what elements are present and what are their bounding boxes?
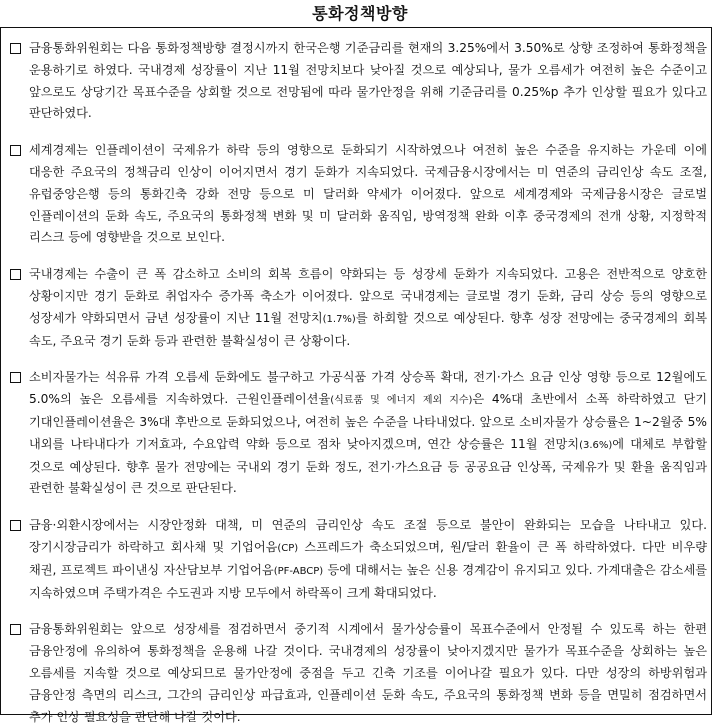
paragraph-note: (PF-ABCP): [273, 565, 324, 577]
paragraph-text: 스프레드가 축소되었으며, 원/달러 환율이 큰 폭 하락하였다. 다만 비우량 채권, 프로젝트 파이낸싱 자산담보부 기업어음: [29, 539, 707, 577]
paragraph-text: 등에 대해서는 높은 신용 경계감이 유지되고 있다. 가계대출은 감소세를 지속하였으며 주택가격은 수도권과 지방 모두에서 하락폭이 크게 확대되었다.: [29, 562, 707, 600]
paragraph-policy-decision: [7, 38, 707, 125]
checkbox-bullet: [10, 269, 21, 280]
paragraph-financial-markets: [7, 515, 707, 604]
paragraph-text: 금융통화위원회는 다음 통화정책방향 결정시까지 한국은행 기준금리를 현재의 3.25%에서 3.50%로 상향 조정하여 통화정책을 운용하기로 하였다. 국내경제 성장률이 지난 11월 전망치보다 낮아질 것으로 예상되나, 물가 오름세가 여전히 높은 수준이고 앞으로도 상당기간 목표수준을 상회할 것으로 전망됨에 따라 물가안정을 위해 기준금리를 0.25%p 추가 인상할 필요가 있다고 판단하였다.: [29, 41, 707, 121]
paragraph-policy-outlook: [7, 619, 707, 728]
paragraph-text: 소비자물가는 석유류 가격 오름세 둔화에도 불구하고 가공식품 가격 상승폭 확대, 전기·가스 요금 인상 영향 등으로 12월에도 5.0%의 높은 오름세를 지속하였다. 근원인플레이션율: [29, 370, 707, 407]
checkbox-bullet: [10, 520, 21, 531]
paragraph-domestic-economy: [7, 264, 707, 352]
paragraph-note: (식료품 및 에너지 제외 지수): [330, 395, 473, 407]
paragraph-text: 세계경제는 인플레이션이 국제유가 하락 등의 영향으로 둔화되기 시작하였으나 여전히 높은 수준을 유지하는 가운데 이에 대응한 주요국의 정책금리 인상이 이어지면서 경기 둔화가 지속되었다. 국제금융시장에서는 미 연준의 금리인상 속도 조절, 유럽중앙은행 등의 통화긴축 강화 전망 등으로 미 달러화 약세가 이어졌다. 앞으로 세계경제와 국제금융시장은 글로벌 인플레이션의 둔화 속도, 주요국의 통화정책 변화 및 미 달러화 움직임, 방역정책 완화 이후 중국경제의 전개 상황, 지정학적 리스크 등에 영향받을 것으로 보인다.: [29, 143, 707, 245]
paragraph-text: 에 대체로 부합할 것으로 예상된다. 향후 물가 전망에는 국내외 경기 둔화 정도, 전기·가스요금 등 공공요금 인상폭, 국제유가 및 환율 움직임과 관련한 불확실성이 큰 것으로 판단된다.: [29, 436, 707, 496]
checkbox-bullet: [10, 624, 21, 635]
paragraph-text: 를 하회할 것으로 예상된다. 향후 성장 전망에는 중국경제의 회복 속도, 주요국 경기 둔화 등과 관련한 불확실성이 큰 상황이다.: [29, 310, 707, 348]
paragraph-text: 국내경제는 수출이 큰 폭 감소하고 소비의 회복 흐름이 약화되는 등 성장세 둔화가 지속되었다. 고용은 전반적으로 양호한 상황이지만 경기 둔화로 취업자수 증가폭 축소가 이어졌다. 앞으로 국내경제는 글로벌 경기 둔화, 금리 상승 등의 영향으로 성장세가 약화되면서 금년 성장률이 지난 11월 전망치: [29, 267, 707, 325]
paragraph-global-economy: [7, 140, 707, 249]
paragraph-note: (3.6%): [579, 439, 613, 451]
paragraph-consumer-prices: [7, 367, 707, 500]
checkbox-bullet: [10, 372, 21, 383]
paragraph-text: 금융통화위원회는 앞으로 성장세를 점검하면서 중기적 시계에서 물가상승률이 목표수준에서 안정될 수 있도록 하는 한편 금융안정에 유의하여 통화정책을 운용해 나갈 것이다. 국내경제의 성장률이 낮아지겠지만 물가가 목표수준을 상회하는 높은 오름세를 지속할 것으로 예상되므로 물가안정에 중점을 두고 긴축 기조를 이어나갈 필요가 있다. 다만 성장의 하방위험과 금융안정 측면의 리스크, 그간의 금리인상 파급효과, 인플레이션 둔화 속도, 주요국의 통화정책 변화 등을 면밀히 점검하면서 추가 인상 필요성을 판단해 나갈 것이다.: [29, 622, 707, 724]
paragraph-note: (CP): [277, 542, 299, 554]
paragraph-text: 은 4%대 초반에서 소폭 하락하였고 단기 기대인플레이션율은 3%대 후반으로 둔화되었으나, 여전히 높은 수준을 나타내었다. 앞으로 소비자물가 상승률은 1~2월중 5% 내외를 나타내다가 기저효과, 수요압력 약화 등으로 점차 낮아지겠으며, 연간 상승률은 11월 전망치: [29, 392, 707, 451]
checkbox-bullet: [10, 145, 21, 156]
checkbox-bullet: [10, 43, 21, 54]
document-body: [0, 27, 712, 724]
paragraph-note: (1.7%): [322, 313, 356, 325]
paragraph-text: 금융·외환시장에서는 시장안정화 대책, 미 연준의 금리인상 속도 조절 등으로 불안이 완화되는 모습을 나타내고 있다. 장기시장금리가 하락하고 회사채 및 기업어음: [29, 518, 707, 554]
document-title: 통화정책방향: [312, 4, 408, 23]
